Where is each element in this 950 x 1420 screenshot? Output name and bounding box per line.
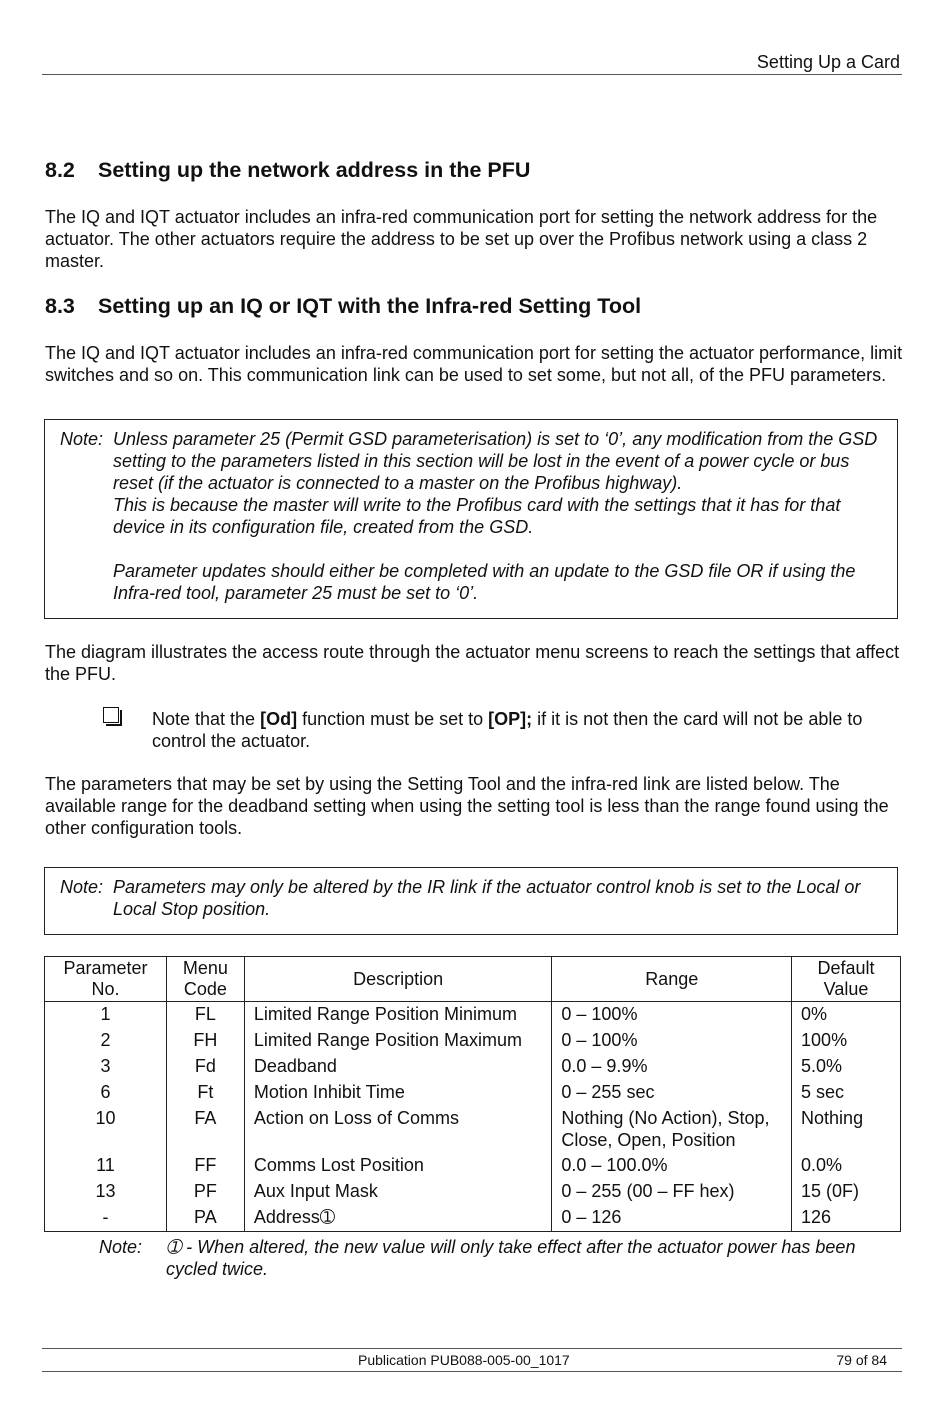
cell-menu-code: PF: [166, 1179, 244, 1205]
cell-default-value: 5.0%: [792, 1054, 901, 1080]
cell-menu-code: FA: [166, 1106, 244, 1153]
cell-description: Limited Range Position Minimum: [244, 1002, 552, 1029]
checkbox-bullet-icon: [103, 707, 119, 723]
cell-menu-code: PA: [166, 1205, 244, 1232]
header-description: Description: [244, 957, 552, 1002]
cell-range: Nothing (No Action), Stop, Close, Open, Position: [552, 1106, 792, 1153]
cell-description: Limited Range Position Maximum: [244, 1028, 552, 1054]
cell-description: Action on Loss of Comms: [244, 1106, 552, 1153]
cell-parameter-no: 1: [45, 1002, 167, 1029]
cell-parameter-no: 3: [45, 1054, 167, 1080]
cell-description: Comms Lost Position: [244, 1153, 552, 1179]
note-label: Note:: [60, 429, 104, 449]
table-row: [45, 1205, 901, 1232]
cell-menu-code: Fd: [166, 1054, 244, 1080]
cell-default-value: Nothing: [792, 1106, 901, 1153]
table-row: [45, 1106, 901, 1153]
bullet-text-part: Note that the: [152, 709, 261, 729]
publication-number: Publication PUB088-005-00_1017: [358, 1352, 570, 1368]
cell-range: 0 – 255 (00 – FF hex): [552, 1179, 792, 1205]
note-label: Note:: [60, 877, 104, 897]
cell-range: 0 – 100%: [552, 1028, 792, 1054]
cell-default-value: 5 sec: [792, 1080, 901, 1106]
header-parameter-no: Parameter No.: [45, 957, 167, 1002]
cell-menu-code: FL: [166, 1002, 244, 1029]
table-row: [45, 1002, 901, 1029]
table-header-row: [45, 957, 901, 1002]
cell-range: 0.0 – 100.0%: [552, 1153, 792, 1179]
cell-range: 0 – 126: [552, 1205, 792, 1232]
cell-menu-code: FH: [166, 1028, 244, 1054]
ir-link-note-box: [44, 867, 898, 935]
header-title: Setting Up a Card: [756, 52, 900, 72]
cell-default-value: 100%: [792, 1028, 901, 1054]
page-footer: [42, 1348, 902, 1372]
table-row: [45, 1080, 901, 1106]
note-paragraph-1: Unless parameter 25 (Permit GSD parameterisation) is set to ‘0’, any modification from the GSD setting to the parameters listed in this section will be lost in the event of a power cycle or bus reset (if the actuator is connected to a master on the Profibus highway).: [113, 429, 878, 493]
parameters-table: [44, 956, 901, 1232]
parameters-paragraph: The parameters that may be set by using the Setting Tool and the infra-red link are listed below. The available range for the deadband setting when using the setting tool is less than the range found using the other configuration tools.: [45, 774, 889, 838]
cell-description: Deadband: [244, 1054, 552, 1080]
cell-parameter-no: -: [45, 1205, 167, 1232]
cell-parameter-no: 2: [45, 1028, 167, 1054]
cell-parameter-no: 10: [45, 1106, 167, 1153]
header-range: Range: [552, 957, 792, 1002]
cell-default-value: 0%: [792, 1002, 901, 1029]
page-header: [42, 52, 902, 75]
gsd-note-box: [44, 419, 898, 619]
table-row: [45, 1028, 901, 1054]
section-number: 8.2: [45, 158, 75, 182]
section-title: Setting up the network address in the PFU: [98, 158, 531, 182]
page-number: 79 of 84: [836, 1352, 887, 1368]
diagram-paragraph: The diagram illustrates the access route through the actuator menu screens to reach the settings that affect the PFU.: [45, 642, 900, 684]
cell-menu-code: Ft: [166, 1080, 244, 1106]
cell-menu-code: FF: [166, 1153, 244, 1179]
cell-description: Aux Input Mask: [244, 1179, 552, 1205]
bullet-text-part: function must be set to: [297, 709, 489, 729]
section-8-2-heading: [45, 158, 530, 183]
bullet-text-part: if it is not then the card will not be able to control the actuator.: [152, 709, 863, 751]
footnote-text: ➀ - When altered, the new value will only take effect after the actuator power has been cycled twice.: [166, 1237, 856, 1279]
cell-range: 0 – 255 sec: [552, 1080, 792, 1106]
bullet-op-code: [OP];: [488, 709, 533, 729]
table-row: [45, 1179, 901, 1205]
header-default-value: Default Value: [792, 957, 901, 1002]
table-row: [45, 1054, 901, 1080]
footnote-label: Note:: [99, 1237, 143, 1257]
cell-description: Motion Inhibit Time: [244, 1080, 552, 1106]
header-menu-code: Menu Code: [166, 957, 244, 1002]
note-paragraph-2: This is because the master will write to the Profibus card with the settings that it has for that device in its configuration file, created from the GSD.: [113, 495, 841, 537]
cell-default-value: 15 (0F): [792, 1179, 901, 1205]
cell-parameter-no: 6: [45, 1080, 167, 1106]
cell-default-value: 126: [792, 1205, 901, 1232]
cell-range: 0 – 100%: [552, 1002, 792, 1029]
note-paragraph-3: Parameter updates should either be completed with an update to the GSD file OR if using the Infra-red tool, parameter 25 must be set to ‘0’.: [113, 561, 856, 603]
note-text: Parameters may only be altered by the IR link if the actuator control knob is set to the Local or Local Stop position.: [113, 877, 861, 919]
bullet-od-code: [Od]: [260, 709, 298, 729]
cell-range: 0.0 – 9.9%: [552, 1054, 792, 1080]
cell-default-value: 0.0%: [792, 1153, 901, 1179]
section-8-3-heading: [45, 294, 641, 319]
note-text: [113, 428, 881, 604]
section-8-3-paragraph: The IQ and IQT actuator includes an infra-red communication port for setting the actuator performance, limit switches and so on. This communication link can be used to set some, but not all, of the PFU parameters.: [45, 343, 903, 385]
bullet-text: [152, 708, 902, 752]
cell-parameter-no: 13: [45, 1179, 167, 1205]
section-8-2-paragraph: The IQ and IQT actuator includes an infra-red communication port for setting the network address for the actuator. The other actuators require the address to be set up over the Profibus network using a class 2 master.: [45, 207, 878, 271]
table-row: [45, 1153, 901, 1179]
cell-description: Address➀: [244, 1205, 552, 1232]
section-title: Setting up an IQ or IQT with the Infra-red Setting Tool: [98, 294, 642, 318]
cell-parameter-no: 11: [45, 1153, 167, 1179]
section-number: 8.3: [45, 294, 75, 318]
